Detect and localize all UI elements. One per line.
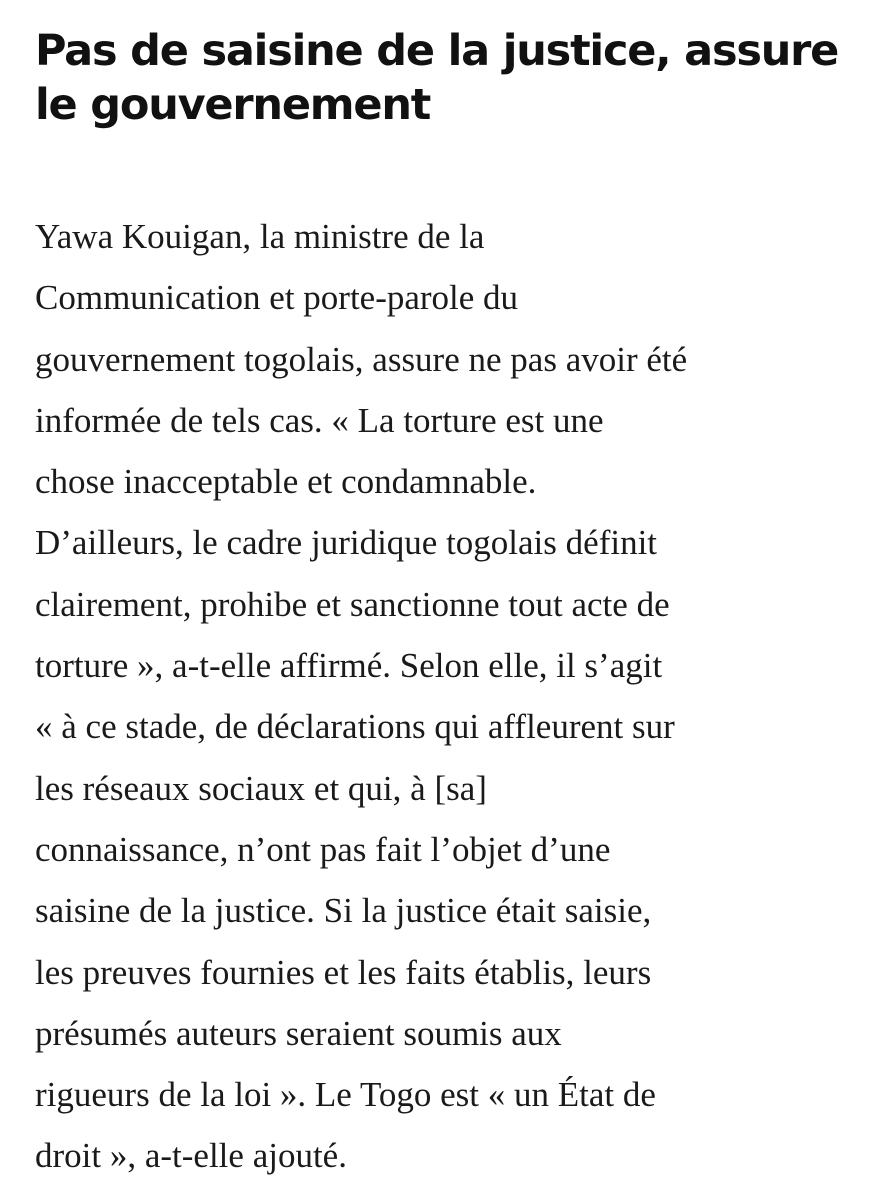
paragraph-line: informée de tels cas. « La torture est une — [35, 400, 604, 440]
paragraph-line: torture », a-t-elle affirmé. Selon elle, il s’agit — [35, 646, 663, 686]
paragraph-line: rigueurs de la loi ». Le Togo est « un État de — [35, 1075, 656, 1115]
paragraph-line: chose inacceptable et condamnable. — [35, 462, 537, 502]
paragraph-line: Communication et porte-parole du — [35, 278, 519, 318]
article-headline — [35, 24, 845, 132]
paragraph-line: présumés auteurs seraient soumis aux — [35, 1013, 562, 1053]
paragraph-line: les preuves fournies et les faits établis, leurs — [35, 952, 652, 992]
article — [35, 24, 845, 1176]
paragraph-line: gouvernement togolais, assure ne pas avoir été — [35, 339, 688, 379]
paragraph-line: « à ce stade, de déclarations qui affleurent sur — [35, 707, 675, 747]
paragraph-line: saisine de la justice. Si la justice était saisie, — [35, 891, 652, 931]
headline-line: le gouvernement — [35, 80, 431, 130]
paragraph-line: les réseaux sociaux et qui, à [sa] — [35, 768, 487, 808]
paragraph-line: droit », a-t-elle ajouté. — [35, 1136, 347, 1176]
paragraph-line: Yawa Kouigan, la ministre de la — [35, 217, 485, 256]
article-paragraph — [35, 206, 687, 1187]
paragraph-line: clairement, prohibe et sanctionne tout acte de — [35, 584, 670, 624]
headline-line: Pas de saisine de la justice, assure — [35, 26, 839, 76]
paragraph-line: D’ailleurs, le cadre juridique togolais définit — [35, 523, 658, 563]
paragraph-line: connaissance, n’ont pas fait l’objet d’une — [35, 829, 611, 869]
